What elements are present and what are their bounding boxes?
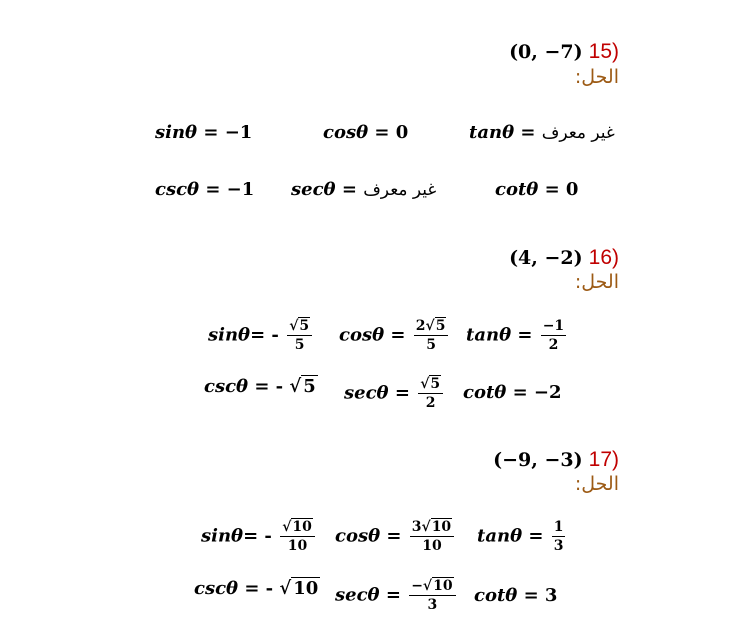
p17-csc: cscθ = - √ 10 <box>194 578 319 599</box>
p17-sin: sinθ= - $\frac{√10}{10}$ <box>201 519 317 554</box>
p15-csc: cscθ = −1 <box>155 179 255 200</box>
p16-sec-fraction: $\frac{√5}{2}$ <box>418 376 443 411</box>
p15-tan-undefined: غير معرف <box>541 123 615 143</box>
problem-15-solution-label: الحل: <box>574 66 619 88</box>
problem-17-header <box>493 447 619 472</box>
problem-16-point: (4, −2) <box>509 247 583 269</box>
problem-17-point: (−9, −3) <box>493 449 583 471</box>
p17-cos: cosθ = $\frac{3√10}{10}$ <box>335 519 456 554</box>
problem-15-point: (0, −7) <box>509 41 583 63</box>
p16-tan-fraction: $\frac{-1}{2}$ <box>542 318 565 353</box>
p16-sin: sinθ= - $\frac{√5}{5}$ <box>208 318 314 353</box>
problem-15-header <box>509 39 619 64</box>
problem-17-solution-label: الحل: <box>574 473 619 495</box>
p16-sec: secθ = $\frac{√5}{2}$ <box>344 376 445 411</box>
p16-cos-fraction: $\frac{2√5}{5}$ <box>414 318 449 353</box>
p16-sin-fraction: $\frac{√5}{5}$ <box>287 318 312 353</box>
p15-sec: secθ = غير معرف <box>291 179 437 200</box>
p16-cot: cotθ = −2 <box>463 382 562 403</box>
problem-16-number: 16) <box>588 246 619 269</box>
p17-cot: cotθ = 3 <box>474 585 558 606</box>
problem-16-header <box>509 245 619 270</box>
p15-tan: tanθ = غير معرف <box>469 122 615 143</box>
p15-sec-undefined: غير معرف <box>363 180 437 200</box>
p15-sin: sinθ = −1 <box>155 122 253 143</box>
p17-tan: tanθ = $\frac{1}{3}$ <box>477 519 564 554</box>
p17-cos-fraction: $\frac{3√10}{10}$ <box>410 519 454 554</box>
p16-csc: cscθ = - √ 5 <box>204 376 316 397</box>
p17-tan-fraction: $\frac{1}{3}$ <box>553 519 564 554</box>
p17-sec-fraction: $\frac{-√10}{3}$ <box>409 578 455 613</box>
p17-sec: secθ = $\frac{-√10}{3}$ <box>335 578 458 613</box>
p15-cot: cotθ = 0 <box>495 179 579 200</box>
problem-17-number: 17) <box>588 448 619 471</box>
p17-sin-fraction: $\frac{√10}{10}$ <box>280 519 315 554</box>
p16-tan: tanθ = $\frac{-1}{2}$ <box>466 318 565 353</box>
p15-cos: cosθ = 0 <box>323 122 409 143</box>
p16-cos: cosθ = $\frac{2√5}{5}$ <box>339 318 450 353</box>
problem-15-number: 15) <box>588 40 619 63</box>
problem-16-solution-label: الحل: <box>574 271 619 293</box>
